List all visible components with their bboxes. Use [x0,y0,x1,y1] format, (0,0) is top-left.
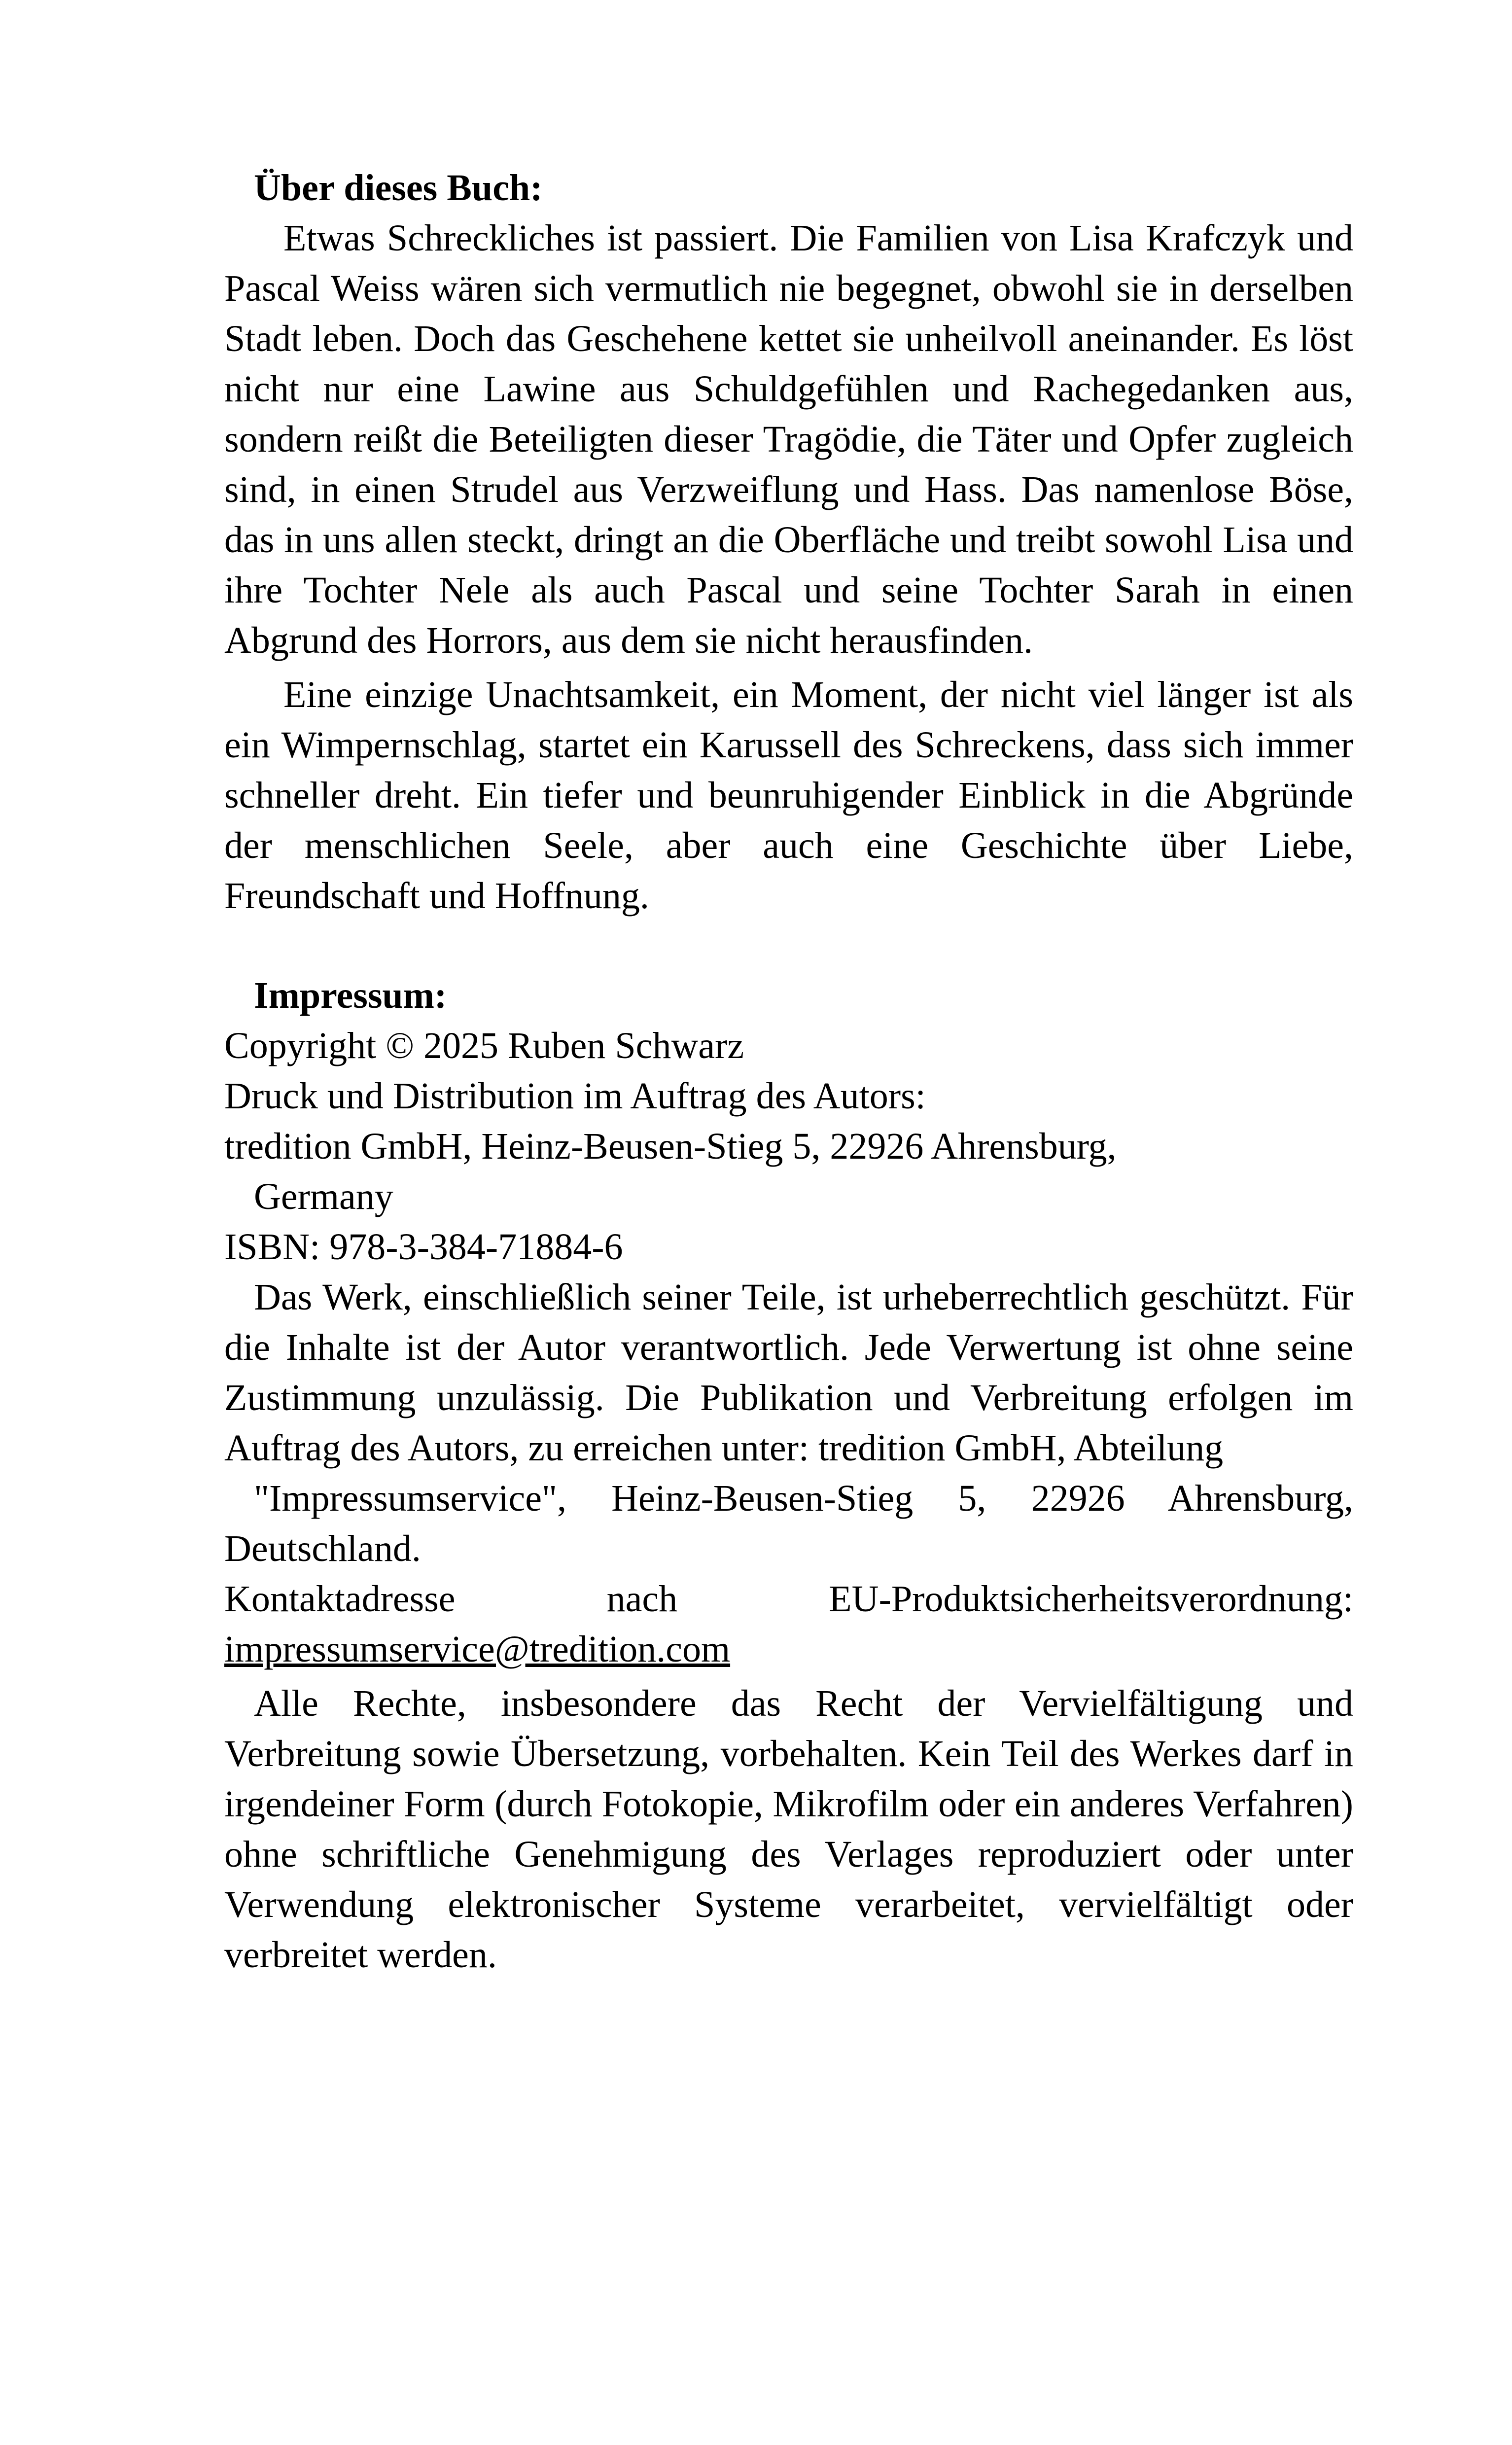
distribution-line: Druck und Distribution im Auftrag des Autors: [224,1075,926,1117]
impressum-heading: Impressum: [254,975,447,1016]
address-line-2: Germany [254,1176,393,1217]
contact-label: Kontaktadresse nach EU-Produktsicherheitsverordnung: [224,1578,1353,1620]
spacer [224,666,1353,670]
reserved-rights-paragraph: Alle Rechte, insbesondere das Recht der Vervielfältigung und Verbreitung sowie Übersetzung, vorbehalten. Kein Teil des Werkes darf in irgendeiner Form (durch Fotokopie, Mikrofilm oder ein anderes Verfahren) ohne schriftliche Genehmigung des Verlages reproduziert oder unter Verwendung elektronischer Systeme verarbeitet, vervielfältigt oder verbreitet werden. [224,1683,1353,1976]
rights-paragraph: Das Werk, einschließlich seiner Teile, ist urheberrechtlich geschützt. Für die Inhalte ist der Autor verantwortlich. Jede Verwertung ist ohne seine Zustimmung unzulässig. Die Publikation und Verbreitung erfolgen im Auftrag des Autors, zu erreichen unter: tredition GmbH, Abteilung [224,1276,1353,1469]
contact-email-line [224,1624,1353,1674]
about-paragraph-1: Etwas Schreckliches ist passiert. Die Familien von Lisa Krafczyk und Pascal Weiss wären sich vermutlich nie begegnet, obwohl sie in derselben Stadt leben. Doch das Geschehene kettet sie unheilvoll aneinander. Es löst nicht nur eine Lawine aus Schuldgefühlen und Rachegedanken aus, sondern reißt die Beteiligten dieser Tragödie, die Täter und Opfer zugleich sind, in einen Strudel aus Verzweiflung und Hass. Das namenlose Böse, das in uns allen steckt, dringt an die Oberfläche und treibt sowohl Lisa und ihre Tochter Nele als auch Pascal und seine Tochter Sarah in einen Abgrund des Horrors, aus dem sie nicht herausfinden. [224,217,1353,661]
copyright-line: Copyright © 2025 Ruben Schwarz [224,1025,744,1066]
spacer [224,1674,1353,1678]
section-gap [224,921,1353,970]
about-paragraph-2: Eine einzige Unachtsamkeit, ein Moment, der nicht viel länger ist als ein Wimpernschlag, startet ein Karussell des Schreckens, dass sich immer schneller dreht. Ein tiefer und beunruhigender Einblick in die Abgründe der menschlichen Seele, aber auch eine Geschichte über Liebe, Freundschaft und Hoffnung. [224,674,1353,917]
book-page [224,163,1353,1980]
about-heading: Über dieses Buch: [254,167,543,209]
service-paragraph: "Impressumservice", Heinz-Beusen-Stieg 5, 22926 Ahrensburg, Deutschland. [224,1478,1353,1569]
contact-email-link[interactable]: impressumservice@tredition.com [224,1629,731,1670]
isbn-line: ISBN: 978-3-384-71884-6 [224,1226,623,1268]
address-line-1: tredition GmbH, Heinz-Beusen-Stieg 5, 22926 Ahrensburg, [224,1126,1117,1167]
